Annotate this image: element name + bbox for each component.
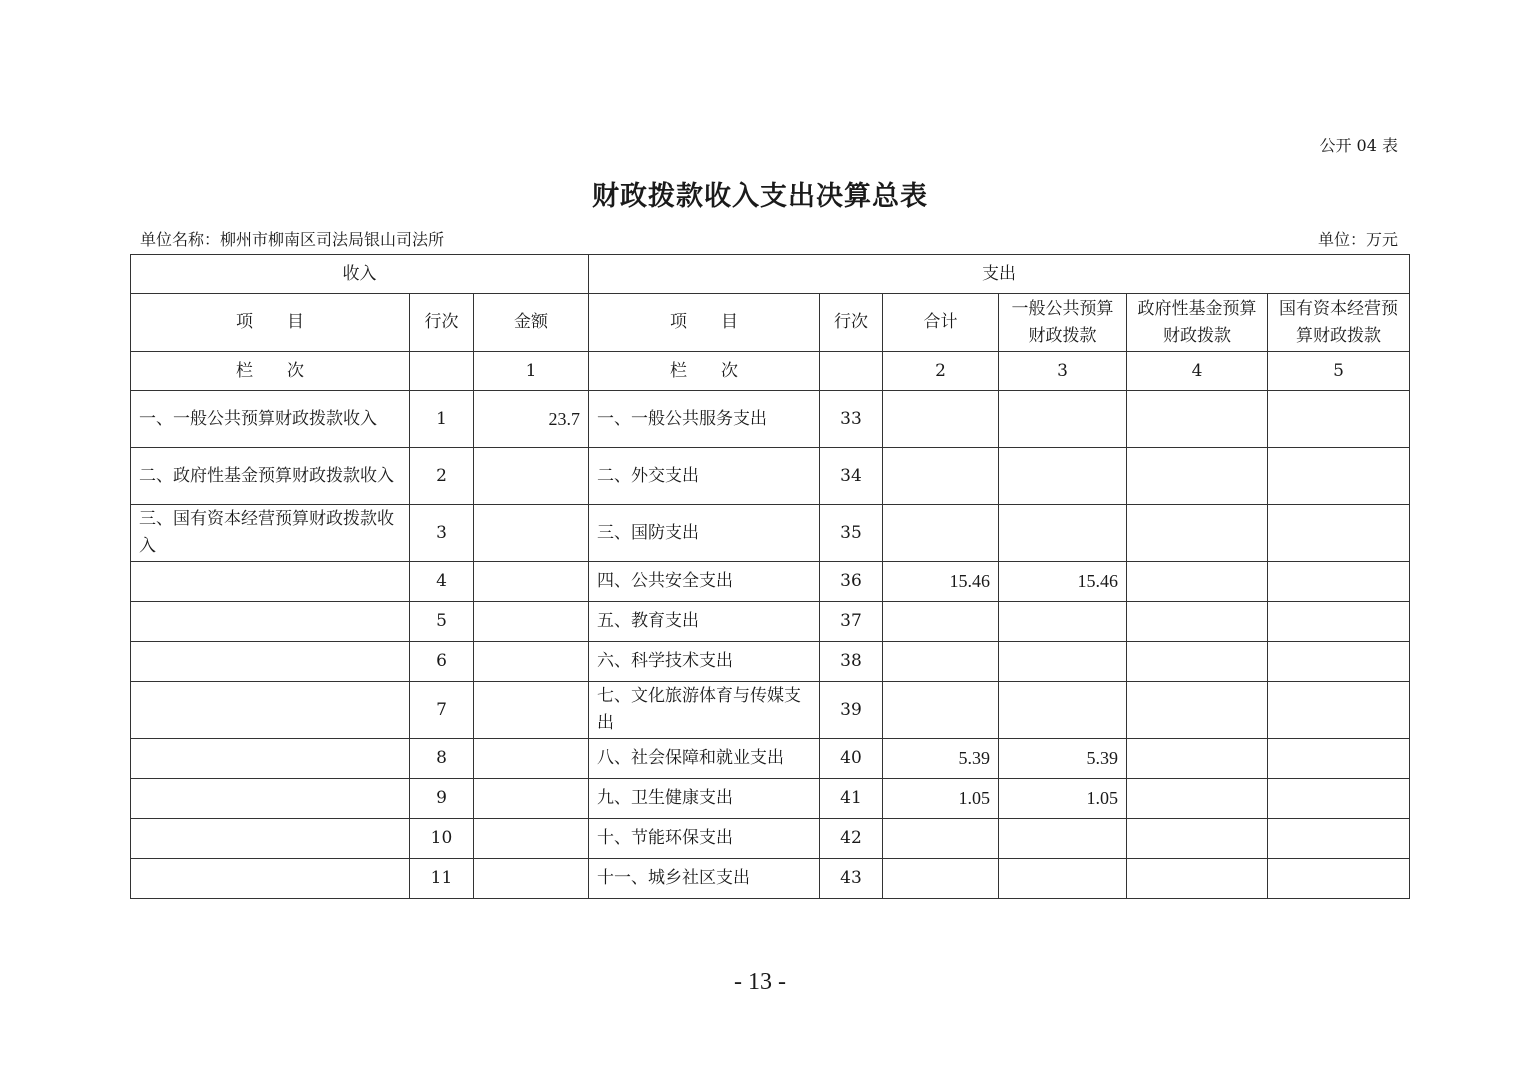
expense-item: 九、卫生健康支出 bbox=[589, 779, 820, 819]
income-row-no: 8 bbox=[410, 739, 474, 779]
income-item: 二、政府性基金预算财政拨款收入 bbox=[131, 448, 410, 505]
fund-budget-amount bbox=[1127, 682, 1268, 739]
expense-item: 三、国防支出 bbox=[589, 505, 820, 562]
section-header-row bbox=[131, 255, 1410, 294]
total-amount bbox=[883, 505, 999, 562]
expense-row-no: 34 bbox=[820, 448, 883, 505]
income-item bbox=[131, 682, 410, 739]
soe-budget-amount bbox=[1268, 391, 1410, 448]
general-budget-amount bbox=[999, 682, 1127, 739]
soe-budget-amount bbox=[1268, 739, 1410, 779]
income-amount-header: 金额 bbox=[474, 294, 589, 352]
total-amount bbox=[883, 448, 999, 505]
table-row bbox=[131, 739, 1410, 779]
soe-budget-amount bbox=[1268, 819, 1410, 859]
unit-label: 单位：万元 bbox=[1317, 230, 1398, 249]
table-row bbox=[131, 391, 1410, 448]
expense-row-no: 42 bbox=[820, 819, 883, 859]
soe-budget-amount bbox=[1268, 682, 1410, 739]
expense-item: 六、科学技术支出 bbox=[589, 642, 820, 682]
general-budget-header: 一般公共预算财政拨款 bbox=[999, 294, 1127, 352]
fund-budget-amount bbox=[1127, 859, 1268, 899]
income-amount bbox=[474, 448, 589, 505]
expense-item-header: 项 目 bbox=[589, 294, 820, 352]
income-item bbox=[131, 739, 410, 779]
income-header: 收入 bbox=[131, 255, 589, 294]
income-row-no: 7 bbox=[410, 682, 474, 739]
unit-name: 单位名称：柳州市柳南区司法局银山司法所 bbox=[140, 230, 445, 249]
table-row bbox=[131, 562, 1410, 602]
total-amount: 5.39 bbox=[883, 739, 999, 779]
soe-budget-amount bbox=[1268, 859, 1410, 899]
column-number-5: 5 bbox=[1268, 352, 1410, 391]
income-amount bbox=[474, 602, 589, 642]
empty-cell bbox=[410, 352, 474, 391]
budget-table bbox=[130, 254, 1410, 899]
soe-budget-amount bbox=[1268, 562, 1410, 602]
expense-row-no: 41 bbox=[820, 779, 883, 819]
expense-item: 一、一般公共服务支出 bbox=[589, 391, 820, 448]
fund-budget-amount bbox=[1127, 642, 1268, 682]
income-item bbox=[131, 859, 410, 899]
expense-row-no: 35 bbox=[820, 505, 883, 562]
fund-budget-amount bbox=[1127, 779, 1268, 819]
total-amount bbox=[883, 391, 999, 448]
general-budget-amount bbox=[999, 642, 1127, 682]
expense-header: 支出 bbox=[589, 255, 1410, 294]
expense-row-no: 37 bbox=[820, 602, 883, 642]
empty-cell bbox=[820, 352, 883, 391]
total-amount: 1.05 bbox=[883, 779, 999, 819]
expense-row-no: 33 bbox=[820, 391, 883, 448]
total-amount bbox=[883, 819, 999, 859]
expense-row-no: 39 bbox=[820, 682, 883, 739]
general-budget-amount: 1.05 bbox=[999, 779, 1127, 819]
total-header: 合计 bbox=[883, 294, 999, 352]
income-item bbox=[131, 562, 410, 602]
income-item-header: 项 目 bbox=[131, 294, 410, 352]
income-item bbox=[131, 602, 410, 642]
income-row-no: 4 bbox=[410, 562, 474, 602]
column-number-1: 1 bbox=[474, 352, 589, 391]
expense-row-no: 38 bbox=[820, 642, 883, 682]
income-row-no: 2 bbox=[410, 448, 474, 505]
fund-budget-amount bbox=[1127, 391, 1268, 448]
soe-budget-header: 国有资本经营预算财政拨款 bbox=[1268, 294, 1410, 352]
expense-item: 五、教育支出 bbox=[589, 602, 820, 642]
table-row bbox=[131, 642, 1410, 682]
fund-budget-amount bbox=[1127, 505, 1268, 562]
income-item: 三、国有资本经营预算财政拨款收入 bbox=[131, 505, 410, 562]
soe-budget-amount bbox=[1268, 448, 1410, 505]
table-row bbox=[131, 505, 1410, 562]
table-row bbox=[131, 448, 1410, 505]
total-amount bbox=[883, 642, 999, 682]
expense-row-no: 40 bbox=[820, 739, 883, 779]
general-budget-amount bbox=[999, 448, 1127, 505]
income-row-no: 3 bbox=[410, 505, 474, 562]
expense-row-no: 43 bbox=[820, 859, 883, 899]
general-budget-amount bbox=[999, 505, 1127, 562]
income-amount bbox=[474, 562, 589, 602]
table-row bbox=[131, 682, 1410, 739]
income-row-no: 10 bbox=[410, 819, 474, 859]
table-row bbox=[131, 602, 1410, 642]
table-row bbox=[131, 859, 1410, 899]
income-item bbox=[131, 819, 410, 859]
income-row-no: 5 bbox=[410, 602, 474, 642]
income-amount bbox=[474, 505, 589, 562]
fund-budget-amount bbox=[1127, 448, 1268, 505]
income-row-no: 1 bbox=[410, 391, 474, 448]
total-amount bbox=[883, 602, 999, 642]
soe-budget-amount bbox=[1268, 505, 1410, 562]
fund-budget-amount bbox=[1127, 819, 1268, 859]
expense-item: 十一、城乡社区支出 bbox=[589, 859, 820, 899]
general-budget-amount bbox=[999, 819, 1127, 859]
soe-budget-amount bbox=[1268, 779, 1410, 819]
soe-budget-amount bbox=[1268, 642, 1410, 682]
fund-budget-amount bbox=[1127, 739, 1268, 779]
form-code: 公开 04 表 bbox=[1319, 136, 1398, 155]
column-number-row bbox=[131, 352, 1410, 391]
income-row-no-header: 行次 bbox=[410, 294, 474, 352]
income-amount bbox=[474, 859, 589, 899]
total-amount: 15.46 bbox=[883, 562, 999, 602]
expense-item: 二、外交支出 bbox=[589, 448, 820, 505]
income-row-no: 9 bbox=[410, 779, 474, 819]
total-amount bbox=[883, 682, 999, 739]
column-label-left: 栏 次 bbox=[131, 352, 410, 391]
expense-item: 十、节能环保支出 bbox=[589, 819, 820, 859]
income-item: 一、一般公共预算财政拨款收入 bbox=[131, 391, 410, 448]
fund-budget-amount bbox=[1127, 562, 1268, 602]
income-row-no: 11 bbox=[410, 859, 474, 899]
page-number: - 13 - bbox=[734, 969, 786, 995]
column-number-3: 3 bbox=[999, 352, 1127, 391]
fund-budget-header: 政府性基金预算财政拨款 bbox=[1127, 294, 1268, 352]
table-row bbox=[131, 819, 1410, 859]
general-budget-amount: 5.39 bbox=[999, 739, 1127, 779]
expense-row-no: 36 bbox=[820, 562, 883, 602]
fund-budget-amount bbox=[1127, 602, 1268, 642]
expense-item: 八、社会保障和就业支出 bbox=[589, 739, 820, 779]
general-budget-amount bbox=[999, 859, 1127, 899]
expense-item: 四、公共安全支出 bbox=[589, 562, 820, 602]
income-amount bbox=[474, 779, 589, 819]
income-item bbox=[131, 779, 410, 819]
column-number-4: 4 bbox=[1127, 352, 1268, 391]
column-number-2: 2 bbox=[883, 352, 999, 391]
expense-item: 七、文化旅游体育与传媒支出 bbox=[589, 682, 820, 739]
income-amount: 23.7 bbox=[474, 391, 589, 448]
general-budget-amount bbox=[999, 391, 1127, 448]
income-amount bbox=[474, 819, 589, 859]
table-row bbox=[131, 779, 1410, 819]
column-label-right: 栏 次 bbox=[589, 352, 820, 391]
general-budget-amount: 15.46 bbox=[999, 562, 1127, 602]
expense-row-no-header: 行次 bbox=[820, 294, 883, 352]
total-amount bbox=[883, 859, 999, 899]
column-header-row bbox=[131, 294, 1410, 352]
income-amount bbox=[474, 642, 589, 682]
general-budget-amount bbox=[999, 602, 1127, 642]
page-title: 财政拨款收入支出决算总表 bbox=[592, 181, 928, 212]
income-row-no: 6 bbox=[410, 642, 474, 682]
income-amount bbox=[474, 739, 589, 779]
income-item bbox=[131, 642, 410, 682]
income-amount bbox=[474, 682, 589, 739]
soe-budget-amount bbox=[1268, 602, 1410, 642]
